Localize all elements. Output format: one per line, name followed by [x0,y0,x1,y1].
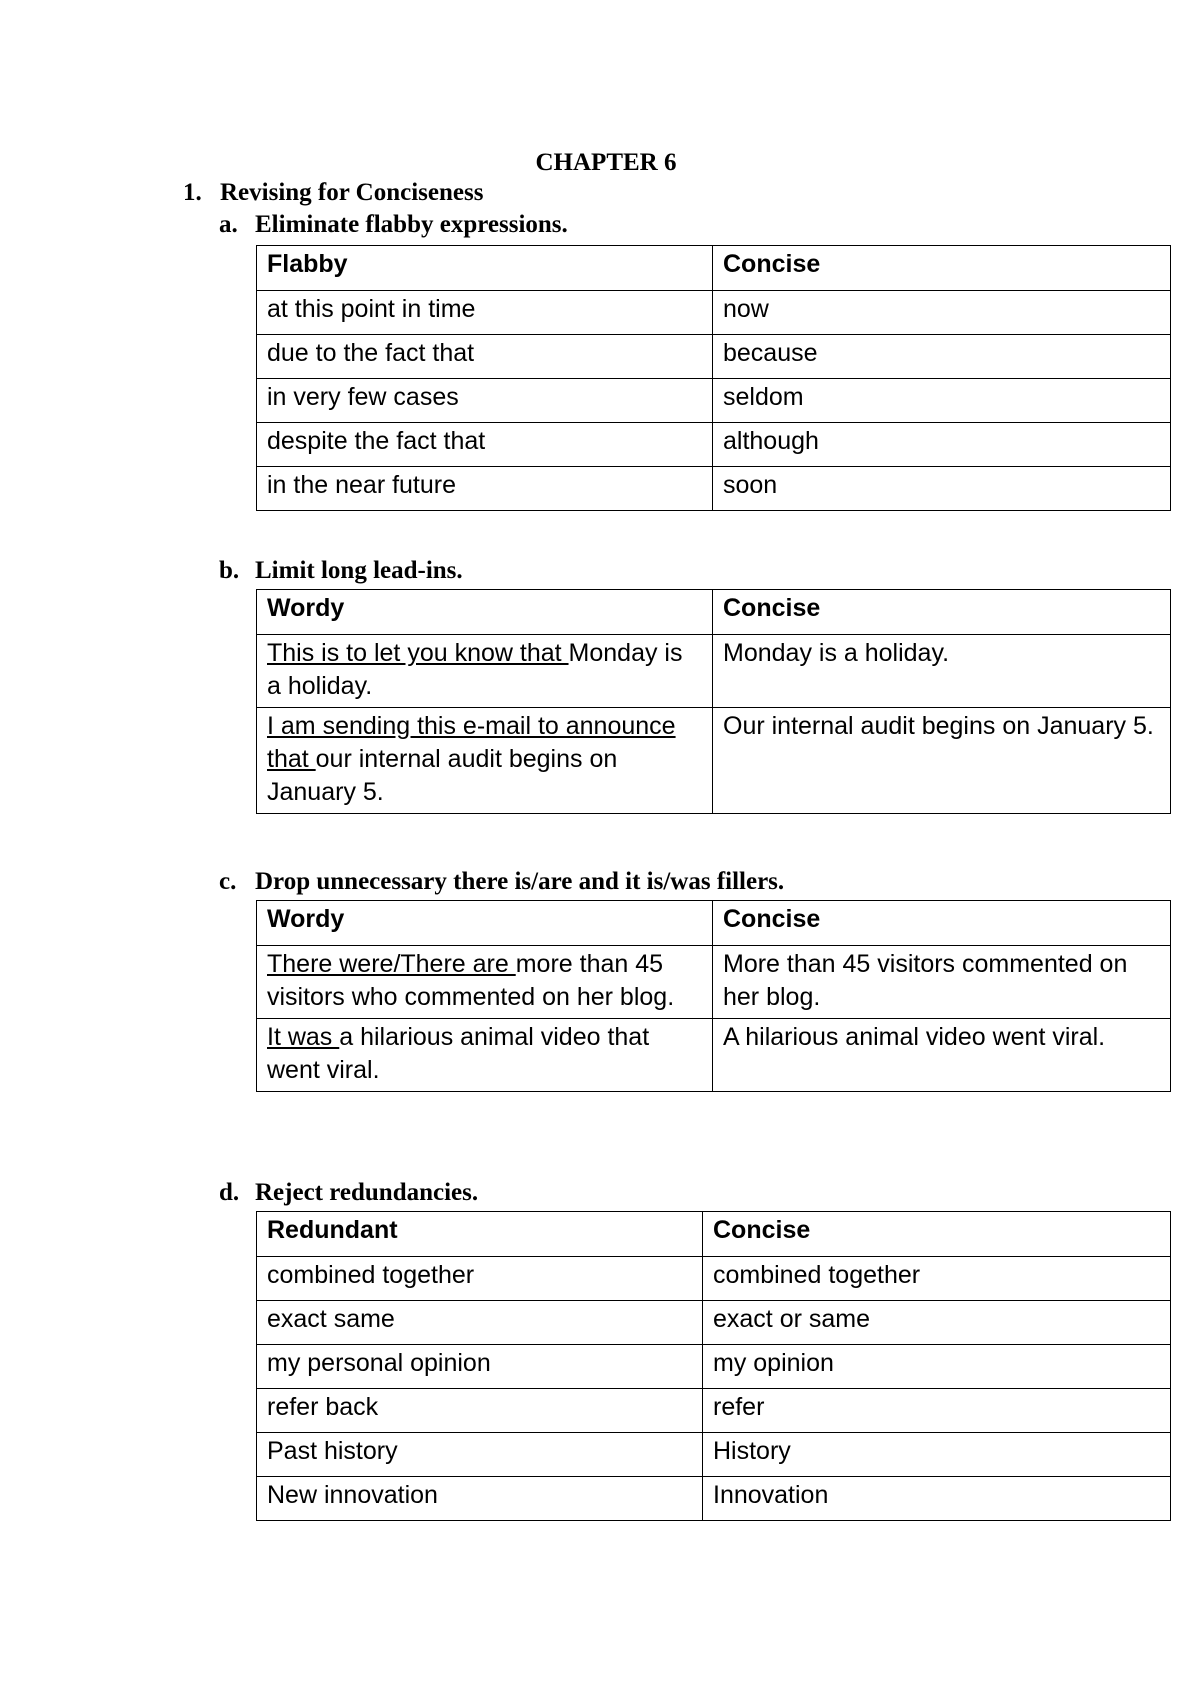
table-cell: A hilarious animal video went viral. [713,1019,1171,1092]
subsection-heading-a [219,210,568,240]
table-cell: seldom [713,379,1171,423]
chapter-title: CHAPTER 6 [535,149,677,176]
column-header: Concise [713,246,1171,291]
section-heading [183,178,483,208]
table-cell: Innovation [703,1477,1171,1521]
subsection-heading-c [219,867,784,897]
table-row [257,1345,1171,1389]
table-cell: combined together [703,1257,1171,1301]
table-cell: Our internal audit begins on January 5. [713,708,1171,814]
table-cell: my personal opinion [257,1345,703,1389]
table-row [257,1301,1171,1345]
subsection-letter: d. [219,1179,240,1206]
table-row [257,708,1171,814]
table-cell: refer back [257,1389,703,1433]
table-header-row [257,1212,1171,1257]
table-cell: despite the fact that [257,423,713,467]
table-row [257,379,1171,423]
table-cell: History [703,1433,1171,1477]
table-header-row [257,246,1171,291]
column-header: Concise [703,1212,1171,1257]
table-cell: due to the fact that [257,335,713,379]
table-row [257,467,1171,511]
table-row [257,291,1171,335]
table-row [257,423,1171,467]
subsection-title: Reject redundancies. [255,1179,479,1206]
subsection-title: Drop unnecessary there is/are and it is/was fillers. [255,868,785,895]
table-cell: because [713,335,1171,379]
table-cell: soon [713,467,1171,511]
table-row [257,1433,1171,1477]
subsection-title: Eliminate flabby expressions. [255,211,568,238]
column-header: Flabby [257,246,713,291]
wordy-rest: Monday is a holiday. [267,639,683,700]
table-cell: my opinion [703,1345,1171,1389]
underlined-filler: I am sending this e-mail to announce that [267,712,676,773]
table-cell: in very few cases [257,379,713,423]
subsection-letter: a. [219,211,238,238]
column-header: Wordy [257,901,713,946]
table-cell: although [713,423,1171,467]
table-header-row [257,901,1171,946]
table-row [257,335,1171,379]
table-cell: combined together [257,1257,703,1301]
wordy-rest: a hilarious animal video that went viral. [267,1023,650,1084]
table-cell: More than 45 visitors commented on her blog. [713,946,1171,1019]
table-row [257,1019,1171,1092]
table-cell: exact or same [703,1301,1171,1345]
subsection-title: Limit long lead-ins. [255,557,463,584]
table-row [257,946,1171,1019]
table-cell: exact same [257,1301,703,1345]
subsection-letter: b. [219,557,240,584]
column-header: Wordy [257,590,713,635]
flabby-table [256,245,1171,511]
section-title: Revising for Conciseness [220,179,484,206]
table-row [257,1257,1171,1301]
table-cell: New innovation [257,1477,703,1521]
subsection-heading-d [219,1178,478,1208]
table-cell [257,708,713,814]
table-cell [257,1019,713,1092]
fillers-table [256,900,1171,1092]
column-header: Concise [713,590,1171,635]
wordy-rest: more than 45 visitors who commented on her blog. [267,950,675,1011]
table-row [257,1477,1171,1521]
table-cell: in the near future [257,467,713,511]
underlined-filler: There were/There are [267,950,516,978]
table-cell [257,946,713,1019]
table-cell: Monday is a holiday. [713,635,1171,708]
table-cell: at this point in time [257,291,713,335]
redundancies-table [256,1211,1171,1521]
column-header: Redundant [257,1212,703,1257]
wordy-rest: our internal audit begins on January 5. [267,745,618,806]
table-row [257,635,1171,708]
section-number: 1. [183,179,202,206]
table-cell [257,635,713,708]
table-cell: Past history [257,1433,703,1477]
table-row [257,1389,1171,1433]
table-header-row [257,590,1171,635]
subsection-letter: c. [219,868,237,895]
column-header: Concise [713,901,1171,946]
table-cell: now [713,291,1171,335]
lead-ins-table [256,589,1171,814]
underlined-filler: It was [267,1023,340,1051]
underlined-filler: This is to let you know that [267,639,569,667]
table-cell: refer [703,1389,1171,1433]
subsection-heading-b [219,556,463,586]
